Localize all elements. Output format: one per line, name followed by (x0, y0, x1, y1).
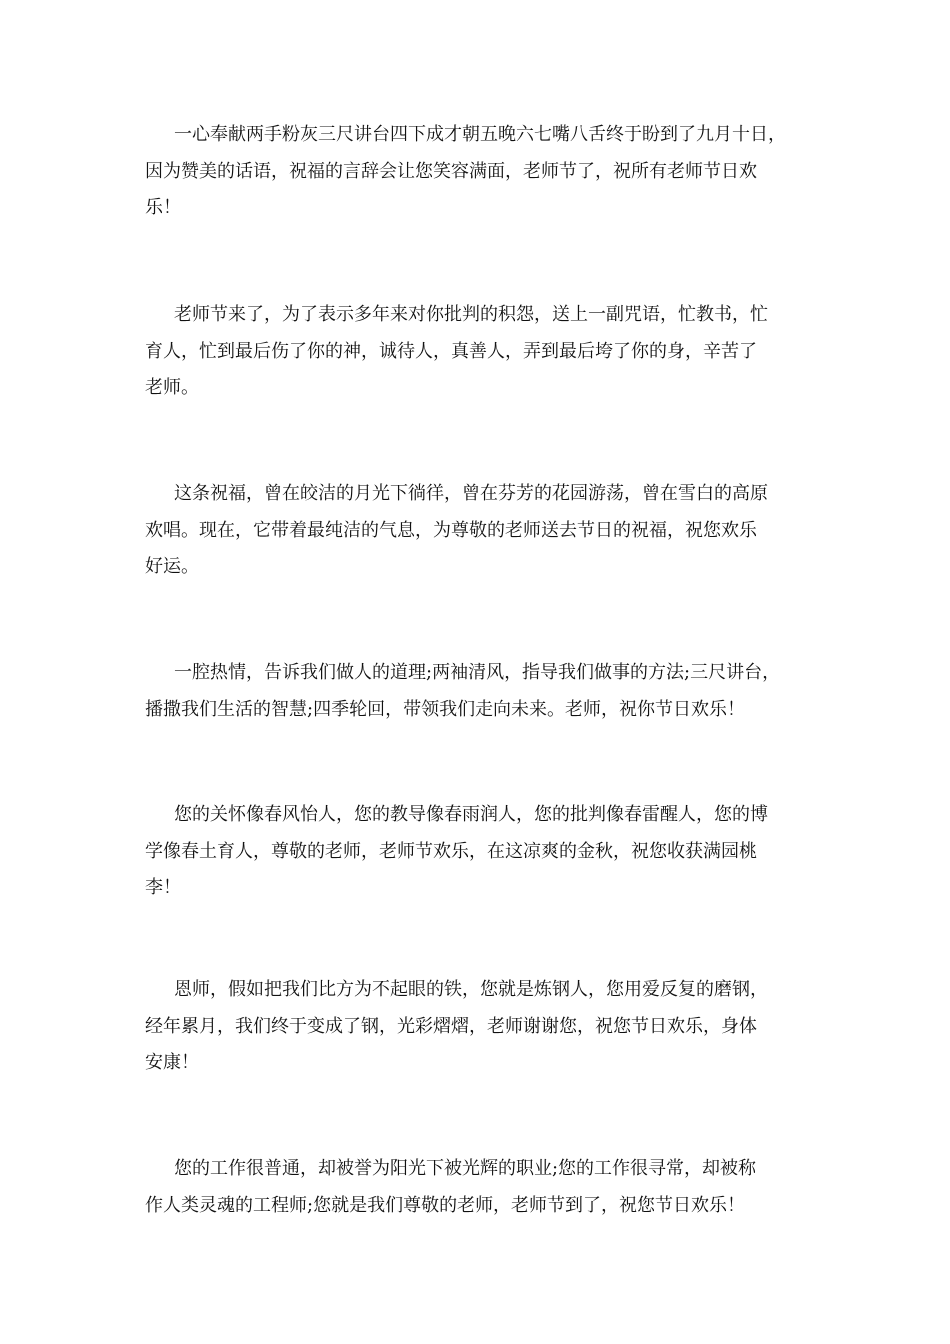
paragraph-4 (145, 655, 815, 728)
paragraph-line: 育人，忙到最后伤了你的神，诚待人，真善人，弄到最后垮了你的身，辛苦了 (145, 340, 757, 362)
paragraph-line: 这条祝福，曾在皎洁的月光下徜徉，曾在芬芳的花园游荡，曾在雪白的高原 (174, 483, 768, 504)
paragraph-line: 经年累月，我们终于变成了钢，光彩熠熠，老师谢谢您，祝您节日欢乐，身体 (145, 1015, 757, 1037)
paragraph-7 (145, 1151, 815, 1224)
paragraph-3 (145, 476, 815, 586)
paragraph-5 (145, 797, 815, 907)
paragraph-6 (145, 972, 815, 1082)
paragraph-line: 欢唱。现在，它带着最纯洁的气息，为尊敬的老师送去节日的祝福，祝您欢乐 (145, 519, 757, 541)
paragraph-line: 李！ (145, 877, 181, 898)
paragraph-line: 一心奉献两手粉灰三尺讲台四下成才朝五晚六七嘴八舌终于盼到了九月十日， (174, 124, 786, 145)
paragraph-line: 作人类灵魂的工程师;您就是我们尊敬的老师，老师节到了，祝您节日欢乐！ (145, 1194, 746, 1216)
paragraph-line: 您的工作很普通，却被誉为阳光下被光辉的职业;您的工作很寻常，却被称 (174, 1158, 757, 1179)
paragraph-line: 老师节来了，为了表示多年来对你批判的积怨，送上一副咒语，忙教书，忙 (174, 304, 768, 325)
paragraph-line: 一腔热情，告诉我们做人的道理;两袖清风，指导我们做事的方法;三尺讲台， (174, 662, 781, 683)
paragraph-line: 老师。 (145, 377, 199, 398)
paragraph-line: 您的关怀像春风怡人，您的教导像春雨润人，您的批判像春雷醒人，您的博 (174, 804, 768, 825)
paragraph-line: 乐！ (145, 197, 181, 218)
paragraph-line: 安康！ (145, 1052, 199, 1073)
paragraph-line: 恩师，假如把我们比方为不起眼的铁，您就是炼钢人，您用爱反复的磨钢， (174, 979, 768, 1000)
paragraph-line: 好运。 (145, 556, 199, 577)
paragraph-line: 因为赞美的话语，祝福的言辞会让您笑容满面，老师节了，祝所有老师节日欢 (145, 160, 757, 182)
paragraph-line: 播撒我们生活的智慧;四季轮回，带领我们走向未来。老师，祝你节日欢乐！ (145, 698, 746, 720)
paragraph-line: 学像春土育人，尊敬的老师，老师节欢乐，在这凉爽的金秋，祝您收获满园桃 (145, 840, 757, 862)
paragraph-2 (145, 297, 815, 407)
paragraph-1 (145, 117, 815, 227)
